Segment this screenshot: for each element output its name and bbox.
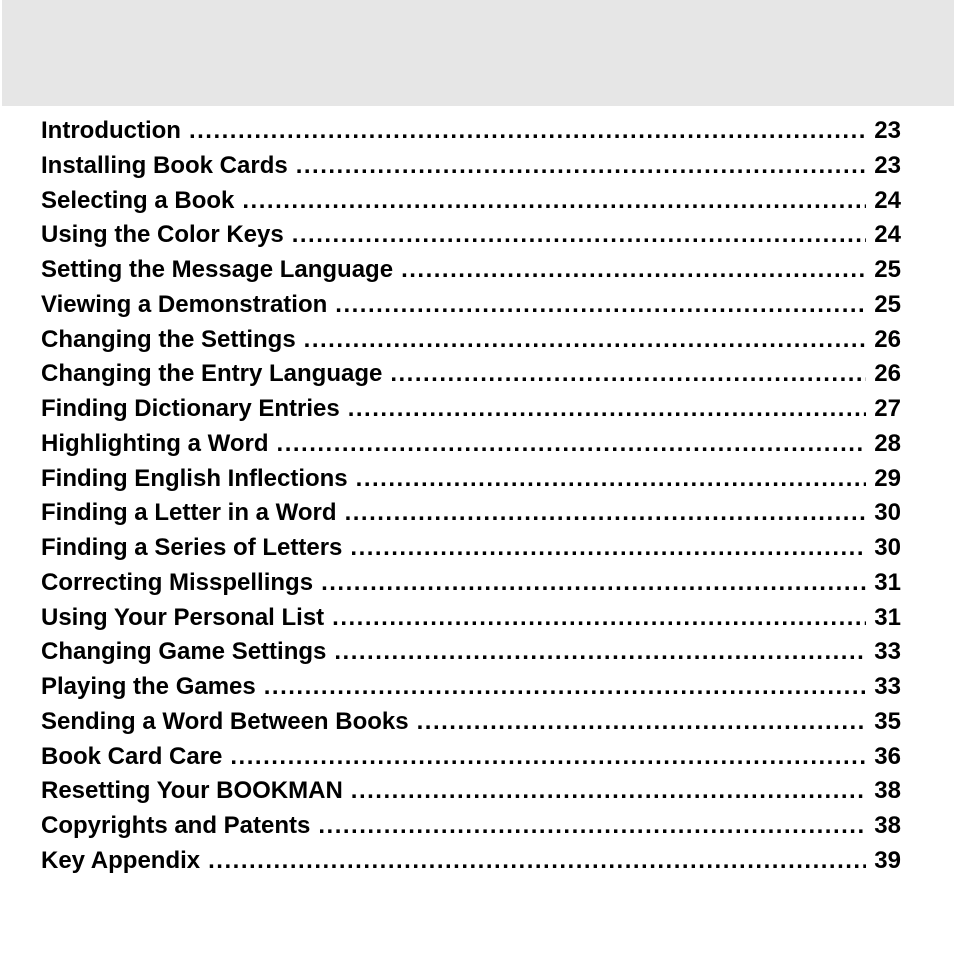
toc-entry-page: 33 <box>874 638 901 666</box>
toc-entry-title: Setting the Message Language <box>41 256 394 283</box>
toc-entry-title: Changing Game Settings <box>41 638 327 666</box>
toc-entry-title: Finding a Series of Letters <box>41 534 343 561</box>
toc-entry-title: Sending a Word Between Books <box>41 707 409 735</box>
toc-dot-leader <box>335 291 866 319</box>
toc-entry-title: Finding Dictionary Entries <box>41 395 340 422</box>
toc-dot-leader <box>351 777 867 805</box>
toc-dot-leader <box>350 534 866 562</box>
toc-dot-leader <box>296 152 867 180</box>
toc-dot-leader <box>401 256 866 284</box>
toc-entry-title: Changing the Entry Language <box>41 360 383 388</box>
toc-entry-page: 26 <box>874 360 901 388</box>
toc-entry-page: 27 <box>874 395 901 422</box>
toc-entry-page: 38 <box>874 777 901 805</box>
toc-entry[interactable] <box>41 152 901 187</box>
toc-entry-title: Using Your Personal List <box>41 603 325 631</box>
toc-entry-page: 24 <box>874 186 901 214</box>
toc-entry[interactable] <box>41 430 901 465</box>
toc-entry-title: Copyrights and Patents <box>41 812 311 839</box>
toc-entry[interactable] <box>41 465 901 500</box>
toc-entry-page: 36 <box>874 742 901 770</box>
toc-dot-leader <box>292 221 867 249</box>
toc-entry[interactable] <box>41 499 901 534</box>
toc-entry[interactable] <box>41 326 901 361</box>
toc-entry-page: 31 <box>874 568 901 596</box>
toc-entry[interactable] <box>41 673 901 708</box>
toc-dot-leader <box>356 465 867 493</box>
toc-dot-leader <box>277 430 867 458</box>
toc-dot-leader <box>264 673 867 701</box>
toc-entry-title: Changing the Settings <box>41 325 296 353</box>
toc-entry-title: Book Card Care <box>41 742 223 770</box>
toc-entry-title: Highlighting a Word <box>41 429 269 457</box>
toc-dot-leader <box>318 812 866 840</box>
toc-dot-leader <box>348 395 867 423</box>
toc-entry-page: 35 <box>874 707 901 735</box>
toc-entry-page: 25 <box>874 290 901 318</box>
toc-entry[interactable] <box>41 534 901 569</box>
toc-entry[interactable] <box>41 812 901 847</box>
toc-entry-title: Correcting Misspellings <box>41 568 314 596</box>
toc-entry-title: Playing the Games <box>41 673 256 700</box>
toc-entry-title: Introduction <box>41 117 181 144</box>
toc-dot-leader <box>390 360 866 388</box>
toc-entry[interactable] <box>41 291 901 326</box>
toc-dot-leader <box>304 326 867 354</box>
toc-entry-page: 26 <box>874 325 901 353</box>
toc-entry-title: Viewing a Demonstration <box>41 290 328 318</box>
toc-dot-leader <box>242 187 866 215</box>
toc-dot-leader <box>417 708 867 736</box>
toc-entry-page: 30 <box>874 499 901 527</box>
toc-dot-leader <box>321 569 866 597</box>
toc-entry[interactable] <box>41 638 901 673</box>
toc-entry-page: 29 <box>874 464 901 492</box>
toc-dot-leader <box>189 117 866 145</box>
toc-entry[interactable] <box>41 847 901 882</box>
toc-entry[interactable] <box>41 604 901 639</box>
toc-entry-page: 25 <box>874 256 901 283</box>
toc-dot-leader <box>230 743 866 771</box>
table-of-contents <box>41 117 901 882</box>
toc-entry-page: 28 <box>874 429 901 457</box>
toc-entry-title: Finding English Inflections <box>41 464 348 492</box>
toc-entry-title: Using the Color Keys <box>41 221 284 249</box>
toc-entry[interactable] <box>41 708 901 743</box>
toc-entry[interactable] <box>41 743 901 778</box>
toc-entry-title: Resetting Your BOOKMAN <box>41 777 343 805</box>
toc-entry[interactable] <box>41 395 901 430</box>
toc-entry-page: 23 <box>874 151 901 179</box>
toc-entry-page: 23 <box>874 117 901 144</box>
toc-entry[interactable] <box>41 777 901 812</box>
toc-entry-page: 33 <box>874 673 901 700</box>
toc-entry-title: Finding a Letter in a Word <box>41 499 337 527</box>
toc-entry-page: 39 <box>874 846 901 874</box>
toc-entry[interactable] <box>41 187 901 222</box>
toc-entry[interactable] <box>41 569 901 604</box>
toc-entry[interactable] <box>41 117 901 152</box>
toc-entry-title: Key Appendix <box>41 846 201 874</box>
toc-dot-leader <box>334 638 866 666</box>
toc-entry[interactable] <box>41 360 901 395</box>
toc-entry-title: Selecting a Book <box>41 186 235 214</box>
toc-entry[interactable] <box>41 256 901 291</box>
header-band <box>2 0 954 106</box>
toc-entry-page: 24 <box>874 221 901 249</box>
toc-dot-leader <box>345 499 867 527</box>
toc-entry-page: 30 <box>874 534 901 561</box>
toc-entry-page: 31 <box>874 603 901 631</box>
toc-entry[interactable] <box>41 221 901 256</box>
toc-dot-leader <box>332 604 866 632</box>
toc-entry-title: Installing Book Cards <box>41 151 288 179</box>
toc-entry-page: 38 <box>874 812 901 839</box>
toc-dot-leader <box>208 847 866 875</box>
